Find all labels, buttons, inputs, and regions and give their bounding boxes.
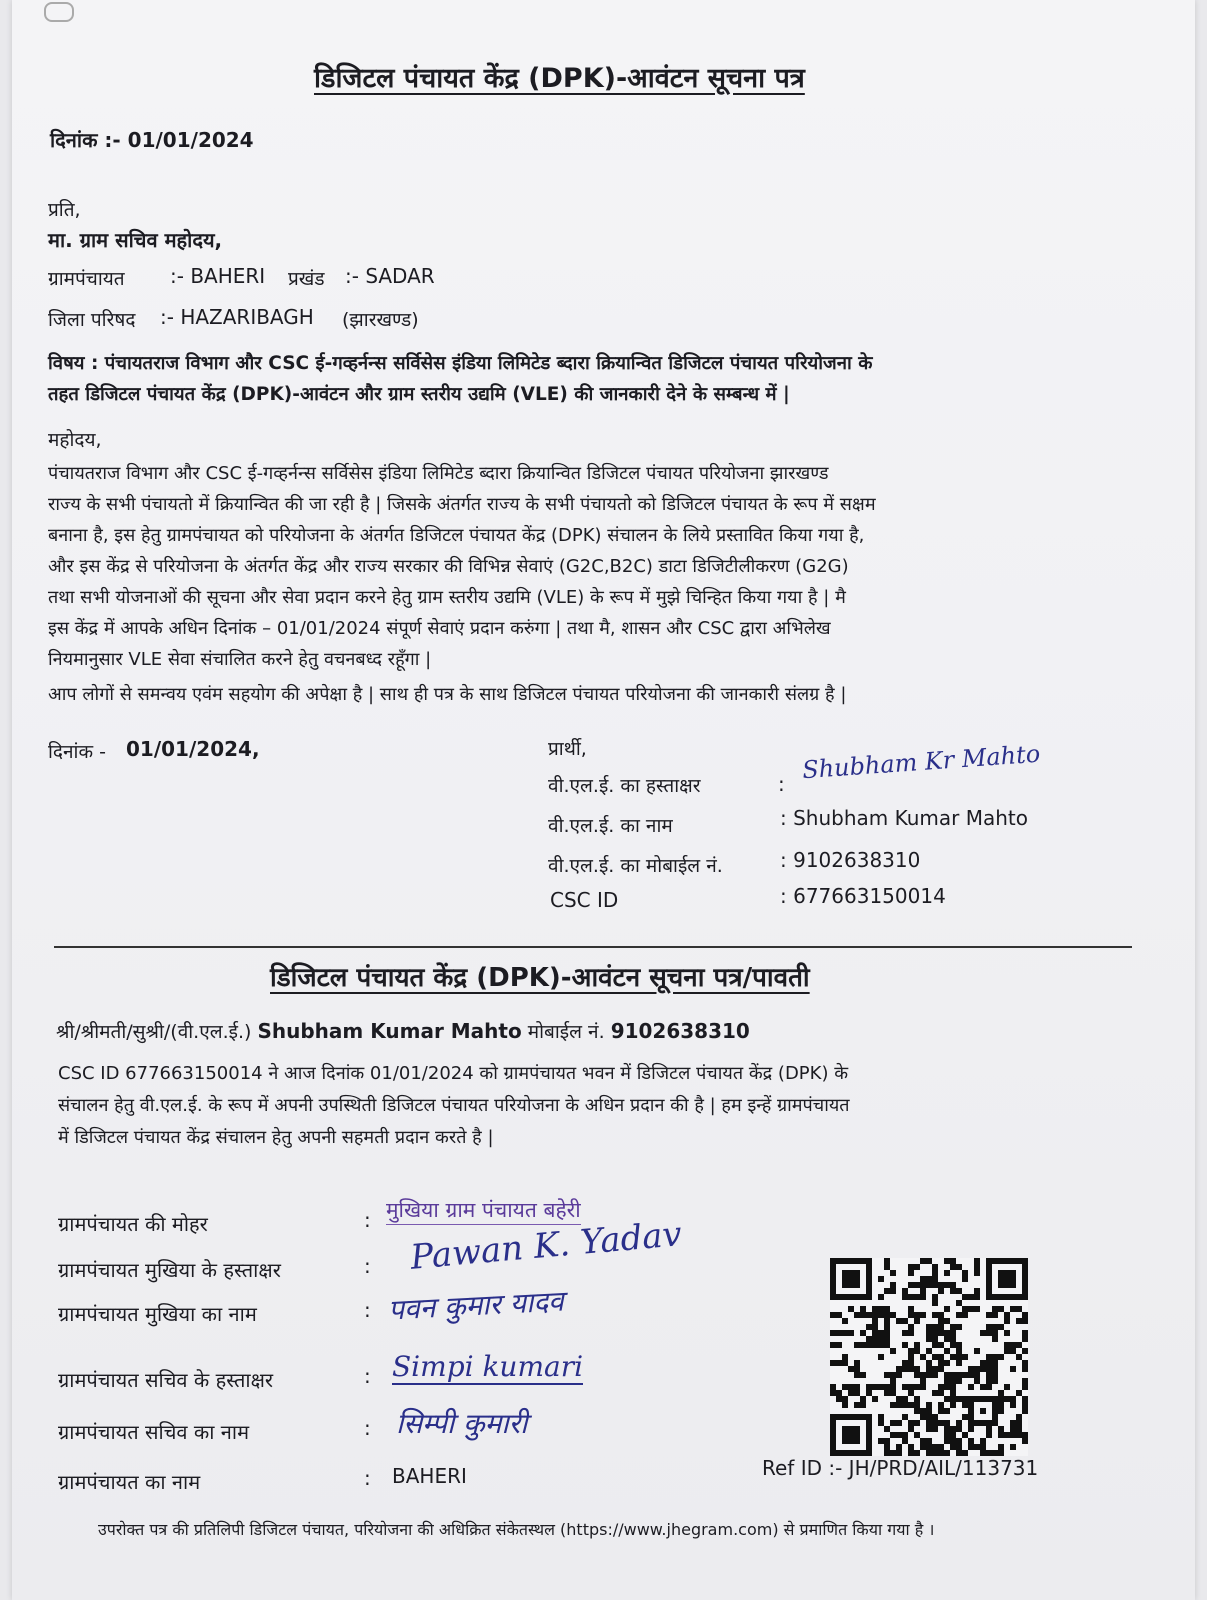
mukhiya-name-colon: :: [364, 1298, 371, 1322]
seal-label: ग्रामपंचायत की मोहर: [58, 1212, 208, 1236]
date-line: दिनांक :- 01/01/2024: [50, 128, 254, 152]
prati: प्रति,: [48, 199, 81, 221]
vle-mobile-value: : 9102638310: [780, 848, 921, 872]
vle-signature-colon: :: [778, 772, 785, 796]
prarthi: प्रार्थी,: [548, 738, 587, 760]
vle-name-label: वी.एल.ई. का नाम: [548, 815, 673, 837]
panchayat-name-label: ग्रामपंचायत का नाम: [58, 1470, 201, 1494]
sachiv-name: सिम्पी कुमारी: [396, 1407, 528, 1440]
body-line: नियमानुसार VLE सेवा संचालित करने हेतु वचनबध्द रहूँगा |: [48, 649, 432, 670]
receipt-title: डिजिटल पंचायत केंद्र (DPK)-आवंटन सूचना पत्र/पावती: [270, 963, 810, 993]
divider: [54, 946, 1132, 948]
body-line: बनाना है, इस हेतु ग्रामपंचायत को परियोजना के अंतर्गत डिजिटल पंचायत केंद्र (DPK) संचालन के लिये प्रस्तावित किया गया है,: [48, 525, 865, 546]
vle-name-value: : Shubham Kumar Mahto: [780, 806, 1028, 830]
receipt-line: में डिजिटल पंचायत केंद्र संचालन हेतु अपनी सहमती प्रदान करते है |: [58, 1127, 494, 1148]
panchayat-name-colon: :: [364, 1466, 371, 1490]
body-paragraph: [48, 458, 876, 675]
qr-code-icon: [830, 1258, 1028, 1456]
document-title: डिजिटल पंचायत केंद्र (DPK)-आवंटन सूचना पत्र: [314, 63, 805, 94]
vle-signature: Shubham Kr Mahto: [801, 739, 1042, 785]
body-line: और इस केंद्र से परियोजना के अंतर्गत केंद्र और राज्य सरकार की विभिन्न सेवाएं (G2C,B2C) डाटा डिजिटीलीकरण (G2G): [48, 556, 849, 577]
zila-value: :- HAZARIBAGH: [160, 305, 314, 329]
vle-signature-label: वी.एल.ई. का हस्ताक्षर: [548, 775, 701, 797]
document-page: [12, 0, 1195, 1600]
closing-line: आप लोगों से समन्वय एवंम सहयोग की अपेक्षा है | साथ ही पत्र के साथ डिजिटल पंचायत परियोजना की जानकारी संलग्र है |: [48, 684, 847, 705]
receipt-line: संचालन हेतु वी.एल.ई. के रूप में अपनी उपस्थिती डिजिटल पंचायत परियोजना के अधिन प्रदान की है | हम इन्हें ग्रामपंचायत: [58, 1095, 850, 1116]
mukhiya-signature-label: ग्रामपंचायत मुखिया के हस्ताक्षर: [58, 1258, 281, 1282]
receipt-line1: [56, 1018, 750, 1044]
sachiv-signature-colon: :: [364, 1364, 371, 1388]
gram-value: :- BAHERI: [170, 264, 266, 288]
prakhand-label: प्रखंड: [288, 268, 325, 290]
seal-colon: :: [364, 1208, 371, 1232]
sachiv-name-label: ग्रामपंचायत सचिव का नाम: [58, 1420, 250, 1444]
subject-line: तहत डिजिटल पंचायत केंद्र (DPK)-आवंटन और ग्राम स्तरीय उद्यमि (VLE) की जानकारी देने के सम्बन्ध में |: [48, 384, 790, 405]
mukhiya-name: पवन कुमार यादव: [387, 1284, 565, 1327]
mukhiya-name-label: ग्रामपंचायत मुखिया का नाम: [58, 1302, 257, 1326]
panchayat-stamp: मुखिया ग्राम पंचायत बहेरी: [386, 1196, 581, 1225]
receipt-vle-name: Shubham Kumar Mahto: [257, 1019, 522, 1043]
body-line: इस केंद्र में आपके अधिन दिनांक – 01/01/2024 संपूर्ण सेवाएं प्रदान करुंगा | तथा मै, शासन और CSC द्वारा अभिलेख: [48, 618, 831, 639]
sachiv-signature: Simpi kumari: [392, 1350, 584, 1383]
salutation: महोदय,: [48, 429, 102, 451]
receipt-mobile-label: मोबाईल नं.: [527, 1021, 605, 1043]
subject: [48, 348, 873, 410]
zila-label: जिला परिषद: [48, 309, 136, 331]
gram-label: ग्रामपंचायत: [48, 268, 125, 290]
corner-mark-icon: [44, 2, 74, 22]
sachiv-signature-label: ग्रामपंचायत सचिव के हस्ताक्षर: [58, 1368, 274, 1392]
sachiv-name-colon: :: [364, 1416, 371, 1440]
receipt-mobile: 9102638310: [610, 1019, 750, 1043]
receipt-line: CSC ID 677663150014 ने आज दिनांक 01/01/2024 को ग्रामपंचायत भवन में डिजिटल पंचायत केंद्र (DPK) के: [58, 1063, 849, 1084]
ref-id: Ref ID :- JH/PRD/AIL/113731: [762, 1456, 1039, 1480]
panchayat-name-value: BAHERI: [392, 1464, 467, 1488]
sign-date-label: दिनांक -: [48, 741, 106, 763]
csc-id-label: CSC ID: [550, 888, 619, 912]
vle-mobile-label: वी.एल.ई. का मोबाईल नं.: [548, 855, 723, 877]
sign-date-value: 01/01/2024,: [126, 737, 260, 761]
receipt-prefix: श्री/श्रीमती/सुश्री/(वी.एल.ई.): [56, 1021, 252, 1043]
subject-line: विषय : पंचायतराज विभाग और CSC ई-गव्हर्नन्स सर्विसेस इंडिया लिमिटेड ब्दारा क्रियान्वित डिजिटल पंचायत परियोजना के: [48, 353, 873, 374]
zila-state: (झारखण्ड): [342, 309, 419, 331]
mukhiya-signature: Pawan K. Yadav: [408, 1214, 684, 1278]
addressee: मा. ग्राम सचिव महोदय,: [48, 228, 223, 252]
footer-note: उपरोक्त पत्र की प्रतिलिपी डिजिटल पंचायत, परियोजना की अधिक्रित संकेतस्थल (https://www.jhegram.com) से प्रमाणित किया गया है ।: [98, 1520, 935, 1539]
mukhiya-signature-colon: :: [364, 1254, 371, 1278]
prakhand-value: :- SADAR: [345, 264, 435, 288]
body-line: पंचायतराज विभाग और CSC ई-गव्हर्नन्स सर्विसेस इंडिया लिमिटेड ब्दारा क्रियान्वित डिजिटल पंचायत परियोजना झारखण्ड: [48, 463, 829, 484]
receipt-paragraph: [58, 1058, 850, 1154]
body-line: तथा सभी योजनाओं की सूचना और सेवा प्रदान करने हेतु ग्राम स्तरीय उद्यमि (VLE) के रूप में मुझे चिन्हित किया गया है | मै: [48, 587, 846, 608]
body-line: राज्य के सभी पंचायतो में क्रियान्वित की जा रही है | जिसके अंतर्गत राज्य के सभी पंचायतो को डिजिटल पंचायत के रूप में सक्षम: [48, 494, 876, 515]
csc-id-value: : 677663150014: [780, 884, 946, 908]
